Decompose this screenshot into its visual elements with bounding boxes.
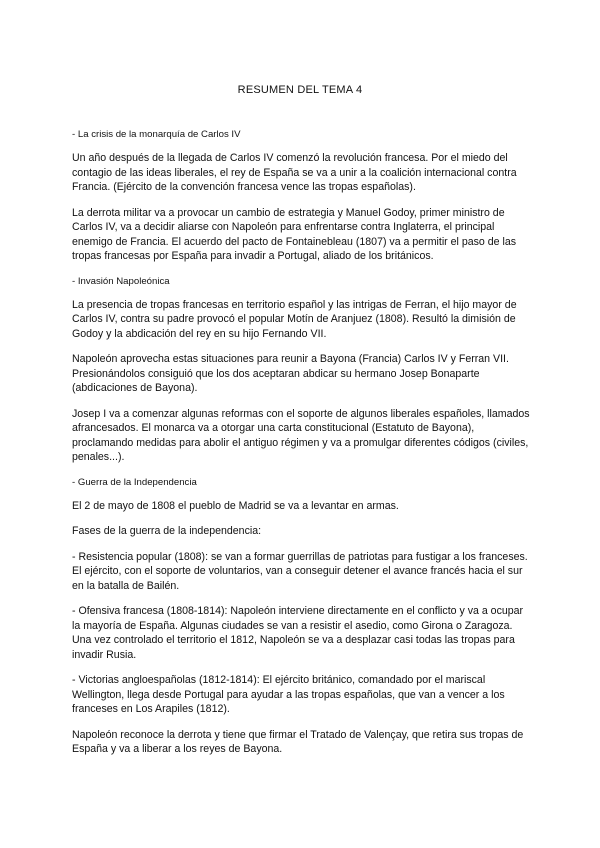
paragraph: Napoleón reconoce la derrota y tiene que firmar el Tratado de Valençay, que retira sus tropas de España y va a liberar a los reyes de Bayona. xyxy=(72,728,524,755)
paragraph: Napoleón aprovecha estas situaciones para reunir a Bayona (Francia) Carlos IV y Ferran VII. Presionándolos consiguió que los dos aceptaran abdicar su hermano Josep Bonaparte (abdicaciones de Bayona). xyxy=(72,353,509,394)
paragraph: Josep I va a comenzar algunas reformas con el soporte de algunos liberales españoles, llamados afrancesados. El monarca va a otorgar una carta constitucional (Estatuto de Bayona), proclamando medidas para abolir el antiguo régimen y va a promulgar diferentes códigos (civiles, penales...). xyxy=(72,407,530,463)
paragraph: - Resistencia popular (1808): se van a formar guerrillas de patriotas para fustigar a los franceses. El ejército, con el soporte de voluntarios, van a conseguir detener el avance francés hacia el sur en la batalla de Bailén. xyxy=(72,550,528,592)
paragraph: La derrota militar va a provocar un cambio de estrategia y Manuel Godoy, primer ministro de Carlos IV, va a decidir aliarse con Napoleón para enfrentarse contra Inglaterra, el principal enemigo de Francia. El acuerdo del pacto de Fontainebleau (1807) va a permitir el paso de las tropas francesas por España para invadir a Portugal, aliado de los británicos. xyxy=(72,206,517,262)
document-title: RESUMEN DEL TEMA 4 xyxy=(237,84,363,96)
section-heading-crisis: - La crisis de la monarquía de Carlos IV xyxy=(72,129,241,140)
paragraph: Fases de la guerra de la independencia: xyxy=(72,525,262,537)
section-heading-guerra: - Guerra de la Independencia xyxy=(72,476,197,488)
paragraph: - Ofensiva francesa (1808-1814): Napoleón interviene directamente en el conflicto y va a ocupar la mayoría de España. Algunas ciudades se van a resistir el asedio, como Girona o Zaragoza. Una vez controlado el territorio el 1812, Napoleón se va a desplazar casi todas las tropas para invadir Rusia. xyxy=(72,605,524,661)
paragraph: - Victorias angloespañolas (1812-1814): El ejército británico, comandado por el mariscal Wellington, llega desde Portugal para ayudar a las tropas españolas, que van a vencer a los franceses en Los Arapiles (1812). xyxy=(72,674,505,715)
section-heading-invasion: - Invasión Napoleónica xyxy=(72,275,170,287)
paragraph: La presencia de tropas francesas en territorio español y las intrigas de Ferran, el hijo mayor de Carlos IV, contra su padre provocó el popular Motín de Aranjuez (1808). Resultó la dimisión de Godoy y la abdicación del rey en su hijo Fernando VII. xyxy=(72,298,517,340)
document-body xyxy=(72,128,532,768)
paragraph: Un año después de la llegada de Carlos IV comenzó la revolución francesa. Por el miedo del contagio de las ideas liberales, el rey de España se va a unir a la coalición internacional contra Francia. (Ejército de la convención francesa vence las tropas españolas). xyxy=(72,152,517,193)
paragraph: El 2 de mayo de 1808 el pueblo de Madrid se va a levantar en armas. xyxy=(72,499,399,512)
